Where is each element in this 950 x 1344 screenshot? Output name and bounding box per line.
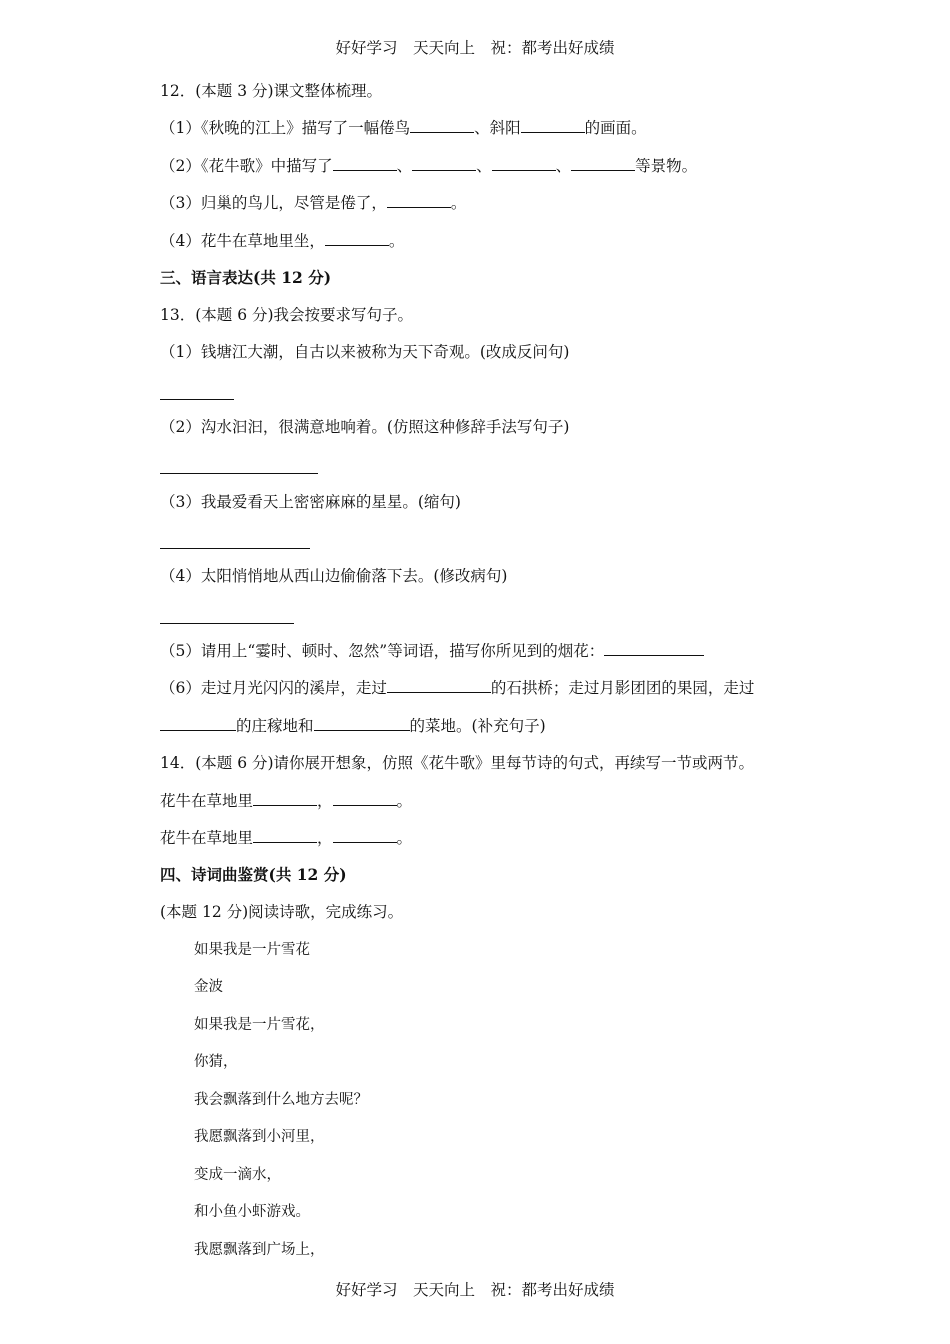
text: 、: [476, 157, 492, 175]
text: 花牛在草地里: [160, 829, 254, 847]
poem-line: 和小鱼小虾游戏。: [194, 1204, 310, 1220]
question-13-item-4: （4）太阳悄悄地从西山边偷偷落下去。(修改病句): [160, 567, 508, 585]
blank: [314, 716, 410, 731]
text: ，: [317, 792, 333, 810]
answer-line: [160, 622, 294, 624]
text: 等景物。: [635, 157, 698, 175]
blank: [521, 118, 585, 133]
blank: [412, 156, 476, 171]
answer-line: [160, 398, 234, 400]
question-13-item-2: （2）沟水汩汩，很满意地响着。(仿照这种修辞手法写句子): [160, 418, 570, 436]
blank: [253, 791, 317, 806]
text: 的石拱桥；走过月影团团的果园，走过: [490, 679, 755, 697]
blank: [160, 716, 236, 731]
question-13-item-6: [160, 678, 754, 698]
text: 。: [450, 194, 467, 212]
text: （3）归巢的鸟儿，尽管是倦了，: [160, 194, 387, 212]
text: 、: [396, 157, 413, 175]
poem-line: 我会飘落到什么地方去呢？: [194, 1092, 368, 1108]
text: 、: [555, 157, 572, 175]
question-14-line-2: [160, 828, 412, 848]
answer-line: [160, 547, 310, 549]
question-13-title: 13．(本题 6 分)我会按要求写句子。: [160, 306, 414, 324]
text: 。: [396, 829, 413, 847]
blank: [410, 118, 474, 133]
question-12-item-2: [160, 156, 697, 176]
text: （4）花牛在草地里坐，: [160, 232, 325, 250]
question-15-title: (本题 12 分)阅读诗歌，完成练习。: [160, 903, 404, 921]
text: 的庄稼地和: [236, 717, 314, 735]
page-footer: 好好学习 天天向上 祝：都考出好成绩: [335, 1281, 615, 1299]
poem-title: 如果我是一片雪花: [194, 942, 310, 958]
blank: [253, 828, 317, 843]
text: 花牛在草地里: [160, 792, 254, 810]
question-13-item-6-cont: [160, 716, 546, 736]
question-12-item-3: [160, 193, 466, 213]
question-14-line-1: [160, 791, 412, 811]
poem-line: 变成一滴水，: [194, 1167, 281, 1183]
question-13-item-1: （1）钱塘江大潮，自古以来被称为天下奇观。(改成反问句): [160, 343, 570, 361]
blank: [333, 156, 397, 171]
blank: [492, 156, 556, 171]
blank: [604, 641, 704, 656]
poem-line: 如果我是一片雪花，: [194, 1017, 325, 1033]
question-12-title: 12．(本题 3 分)课文整体梳理。: [160, 82, 383, 100]
blank: [333, 791, 397, 806]
answer-line: [160, 472, 318, 474]
text: （6）走过月光闪闪的溪岸，走过: [160, 679, 387, 697]
question-13-item-5: [160, 641, 704, 661]
text: （1）《秋晚的江上》描写了一幅倦鸟: [160, 119, 411, 137]
blank: [387, 678, 491, 693]
text: ，: [317, 829, 333, 847]
text: （5）请用上“霎时、顿时、忽然”等词语，描写你所见到的烟花：: [160, 642, 605, 660]
section-4-heading: 四、诗词曲鉴赏(共 12 分): [160, 865, 347, 884]
section-3-heading: 三、语言表达(共 12 分): [160, 268, 332, 287]
question-13-item-3: （3）我最爱看天上密密麻麻的星星。(缩句): [160, 493, 461, 511]
question-12-item-4: [160, 231, 404, 251]
poem-author: 金波: [194, 979, 223, 995]
text: 、斜阳: [474, 119, 521, 137]
blank: [387, 193, 451, 208]
text: （2）《花牛歌》中描写了: [160, 157, 333, 175]
poem-line: 你猜，: [194, 1054, 238, 1070]
text: 。: [396, 792, 413, 810]
blank: [325, 231, 389, 246]
blank: [571, 156, 635, 171]
text: 的画面。: [584, 119, 647, 137]
question-14-title: 14．(本题 6 分)请你展开想象，仿照《花牛歌》里每节诗的句式，再续写一节或两节。: [160, 754, 755, 772]
poem-line: 我愿飘落到小河里，: [194, 1129, 325, 1145]
blank: [333, 828, 397, 843]
poem-line: 我愿飘落到广场上，: [194, 1242, 325, 1258]
question-12-item-1: [160, 118, 647, 138]
text: 。: [388, 232, 405, 250]
page-header: 好好学习 天天向上 祝：都考出好成绩: [335, 39, 615, 57]
text: 的菜地。(补充句子): [409, 717, 546, 735]
